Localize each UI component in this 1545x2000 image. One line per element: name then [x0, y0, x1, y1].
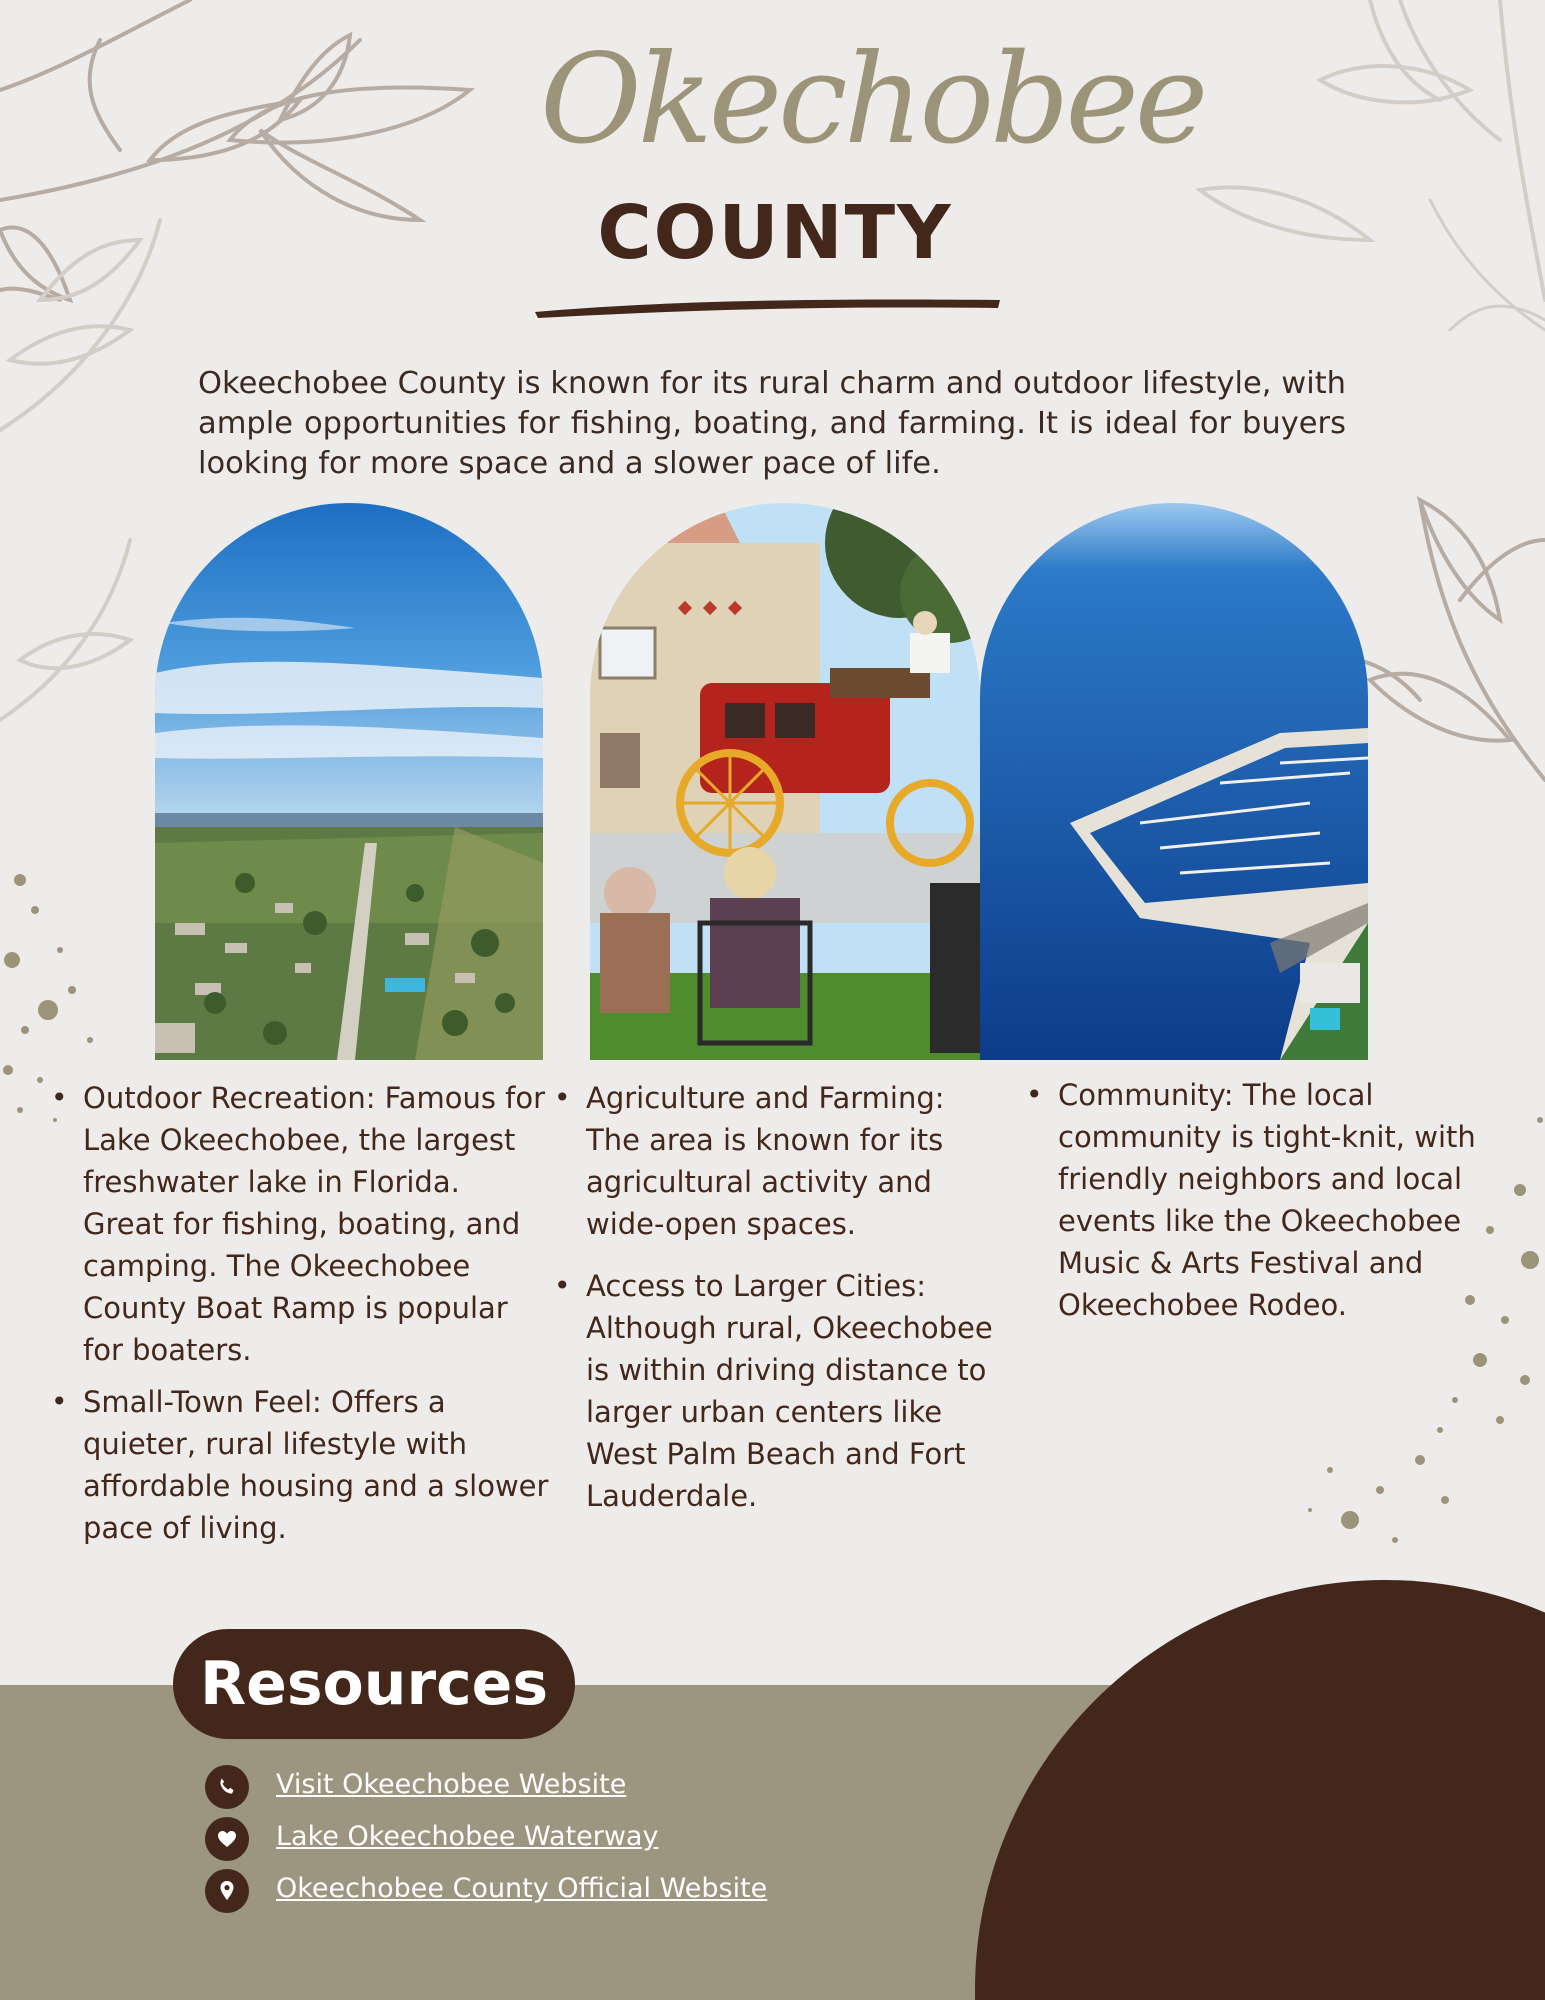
bullet-column-1: [55, 1077, 549, 1559]
bullet-agriculture: • Agriculture and Farming: The area is known for its agricultural activity and wide-open spaces.: [572, 1077, 1002, 1245]
title-script: Okechobee: [540, 28, 1205, 172]
resources-heading: Resources: [173, 1629, 575, 1739]
heart-icon: [205, 1817, 249, 1861]
county-official-link[interactable]: Okeechobee County Official Website: [276, 1873, 768, 1904]
bullet-small-town-feel: • Small-Town Feel: Offers a quieter, rural lifestyle with affordable housing and a slower pace of living.: [69, 1381, 549, 1549]
decorative-circle: [975, 1580, 1545, 2000]
lake-waterway-link[interactable]: Lake Okeechobee Waterway: [276, 1821, 659, 1852]
bullet-community: • Community: The local community is tight-knit, with friendly neighbors and local events like the Okeechobee Music & Arts Festival and Okeechobee Rodeo.: [1044, 1074, 1484, 1326]
bullet-access-cities: • Access to Larger Cities: Although rural, Okeechobee is within driving distance to larger urban centers like West Palm Beach and Fort Lauderdale.: [572, 1265, 1002, 1517]
bullet-column-2: [558, 1077, 1002, 1527]
phone-icon: [205, 1765, 249, 1809]
intro-paragraph: Okeechobee County is known for its rural charm and outdoor lifestyle, with ample opportunities for fishing, boating, and farming. It is ideal for buyers looking for more space and a slower pace of life.: [198, 366, 1346, 481]
bullet-column-3: [1030, 1074, 1484, 1336]
location-pin-icon: [205, 1869, 249, 1913]
bullet-outdoor-recreation: • Outdoor Recreation: Famous for Lake Okeechobee, the largest freshwater lake in Florida. Great for fishing, boating, and camping. The Okeechobee County Boat Ramp is popular for boaters.: [69, 1077, 549, 1371]
town-aerial-photo: [155, 503, 543, 1060]
title-county: COUNTY: [597, 190, 953, 276]
visit-okeechobee-link[interactable]: Visit Okeechobee Website: [276, 1769, 627, 1800]
brush-underline: [530, 288, 1010, 328]
stagecoach-parade-photo: [590, 503, 980, 1060]
marina-aerial-photo: [980, 503, 1368, 1060]
